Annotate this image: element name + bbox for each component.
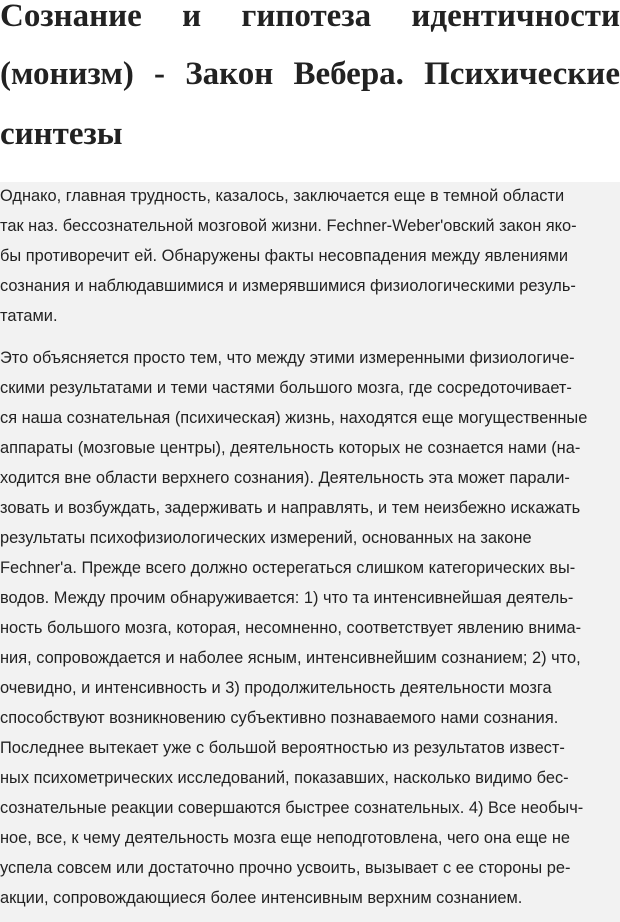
title-word: - — [154, 56, 166, 92]
text-line: Последнее вытекает уже с большой вероятностью из результатов извест- — [0, 739, 565, 757]
text-line: способствуют возникновению субъективно познаваемого нами сознания. — [0, 709, 559, 727]
text-line: акции, сопровождающиеся более интенсивным верхним сознанием. — [0, 889, 523, 907]
text-line: скими результатами и теми частями большого мозга, где сосредоточивает- — [0, 379, 572, 397]
text-line: водов. Между прочим обнаруживается: 1) что та интенсивнейшая деятель- — [0, 589, 574, 607]
text-line: ность большого мозга, которая, несомненно, соответствует явлению внима- — [0, 619, 582, 637]
title-line-3: синтезы — [0, 116, 123, 152]
text-line: татами. — [0, 307, 58, 325]
text-line: успела совсем или достаточно прочно усвоить, вызывает с ее стороны ре- — [0, 859, 571, 877]
text-line: так наз. бессознательной мозговой жизни. Fechner-Weber'овский закон яко- — [0, 217, 577, 235]
body-text — [0, 182, 620, 922]
title-word: идентичности — [411, 0, 620, 34]
text-line: сознательные реакции совершаются быстрее сознательных. 4) Все необыч- — [0, 799, 584, 817]
title-word: Психические — [424, 56, 620, 92]
text-line: Fechner'a. Прежде всего должно остерегаться слишком категорических вы- — [0, 559, 576, 577]
title-word: Сознание — [0, 0, 142, 34]
text-line: бы противоречит ей. Обнаружены факты несовпадения между явлениями — [0, 247, 569, 265]
text-line: зовать и возбуждать, задерживать и направлять, и тем неизбежно искажать — [0, 499, 581, 517]
text-line: ных психометрических исследований, показавших, насколько видимо бес- — [0, 769, 569, 787]
title-word: Закон — [185, 56, 274, 92]
title-line-1 — [0, 0, 620, 33]
text-line: ное, все, к чему деятельность мозга еще неподготовлена, чего она еще не — [0, 829, 571, 847]
title-line-2 — [0, 58, 620, 91]
title-word: гипотеза — [241, 0, 372, 34]
text-line: ходится вне области верхнего сознания). Деятельность эта может парали- — [0, 469, 570, 487]
text-line: аппараты (мозговые центры), деятельность которых не сознается нами (на- — [0, 439, 581, 457]
title-word: Вебера. — [293, 56, 404, 92]
text-line: очевидно, и интенсивность и 3) продолжительность деятельности мозга — [0, 679, 552, 697]
chapter-title — [0, 0, 620, 182]
text-line: Это объясняется просто тем, что между этими измеренными физиологиче- — [0, 349, 575, 367]
title-word: и — [182, 0, 202, 34]
text-line: результаты психофизиологических измерений, основанных на законе — [0, 529, 532, 547]
title-word: (монизм) — [0, 56, 134, 92]
text-line: Однако, главная трудность, казалось, заключается еще в темной области — [0, 187, 565, 205]
text-line: сознания и наблюдавшимися и измерявшимися физиологическими резуль- — [0, 277, 576, 295]
text-line: ся наша сознательная (психическая) жизнь, находятся еще могущественные — [0, 409, 588, 427]
text-line: ния, сопровождается и наболее ясным, интенсивнейшим сознанием; 2) что, — [0, 649, 581, 667]
